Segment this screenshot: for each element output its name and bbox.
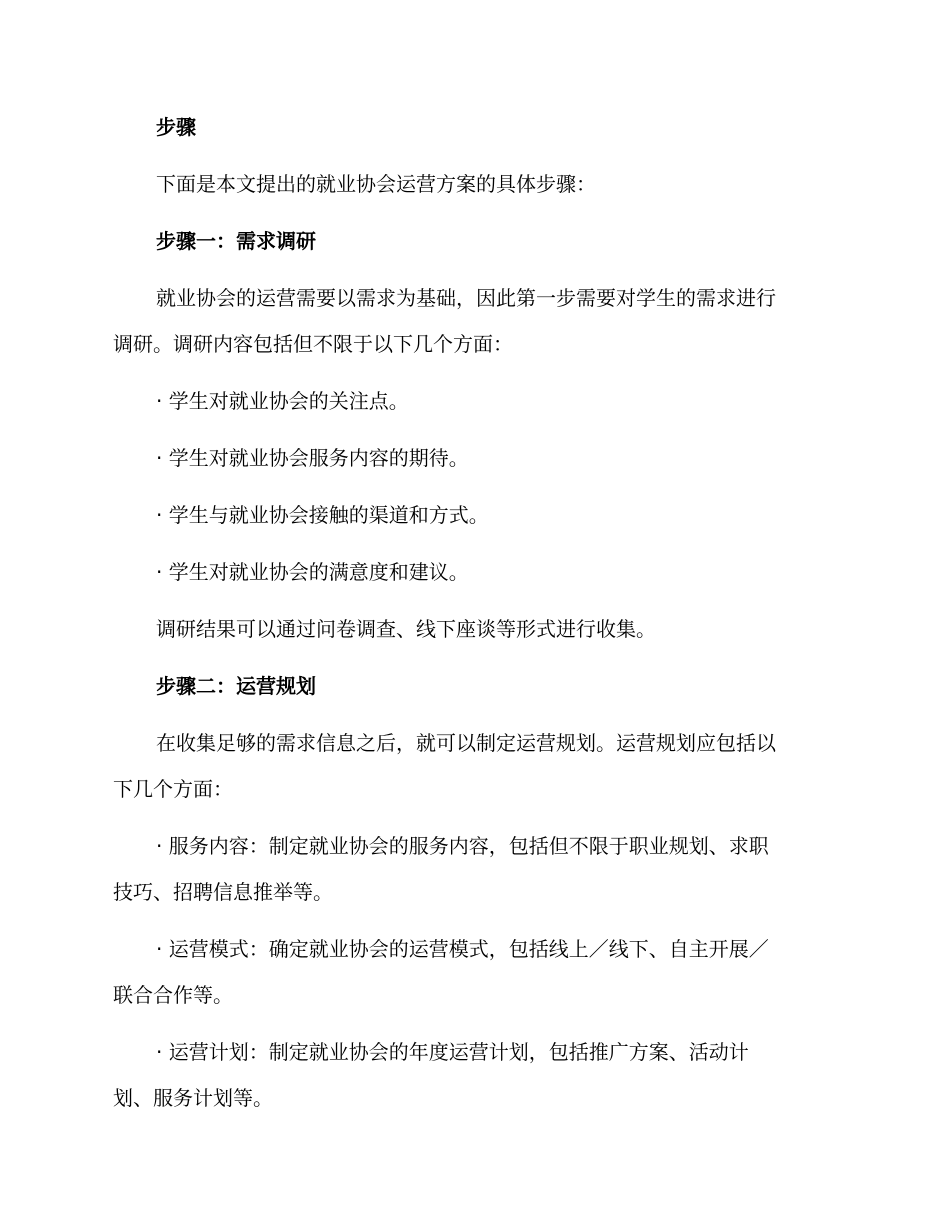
- step1-paragraph-line: 就业协会的运营需要以需求为基础，因此第一步需要对学生的需求进行: [156, 286, 776, 310]
- step2-item-plan: [113, 1037, 833, 1113]
- step2-item-line: 技巧、招聘信息推举等。: [113, 880, 333, 904]
- step2-item-line: 联合合作等。: [113, 983, 233, 1007]
- step1-paragraph: [113, 283, 833, 359]
- step1-paragraph-line: 调研。调研内容包括但不限于以下几个方面：: [113, 332, 513, 356]
- step2-item-line: · 运营模式：确定就业协会的运营模式，包括线上／线下、自主开展／: [156, 937, 769, 961]
- step2-item-line: · 运营计划：制定就业协会的年度运营计划，包括推广方案、活动计: [156, 1040, 749, 1064]
- step2-paragraph-line: 在收集足够的需求信息之后，就可以制定运营规划。运营规划应包括以: [156, 731, 776, 755]
- intro-paragraph: 下面是本文提出的就业协会运营方案的具体步骤：: [156, 172, 596, 196]
- step1-title: 步骤一：需求调研: [156, 229, 316, 253]
- step2-item-line: 划、服务计划等。: [113, 1086, 273, 1110]
- step2-paragraph-line: 下几个方面：: [113, 777, 233, 801]
- step2-item-line: · 服务内容：制定就业协会的服务内容，包括但不限于职业规划、求职: [156, 834, 769, 858]
- section-heading: 步骤: [156, 115, 196, 139]
- step2-paragraph: [113, 728, 833, 804]
- step1-bullet: · 学生对就业协会服务内容的期待。: [156, 446, 469, 470]
- step2-title: 步骤二：运营规划: [156, 674, 316, 698]
- step1-bullet: · 学生对就业协会的关注点。: [156, 389, 409, 413]
- document-body: [113, 112, 833, 1113]
- step1-bullet: · 学生与就业协会接触的渠道和方式。: [156, 503, 489, 527]
- step1-bullet: · 学生对就业协会的满意度和建议。: [156, 560, 469, 584]
- step2-item-service: [113, 831, 833, 907]
- step1-conclusion: 调研结果可以通过问卷调查、线下座谈等形式进行收集。: [156, 617, 656, 641]
- step2-item-mode: [113, 934, 833, 1010]
